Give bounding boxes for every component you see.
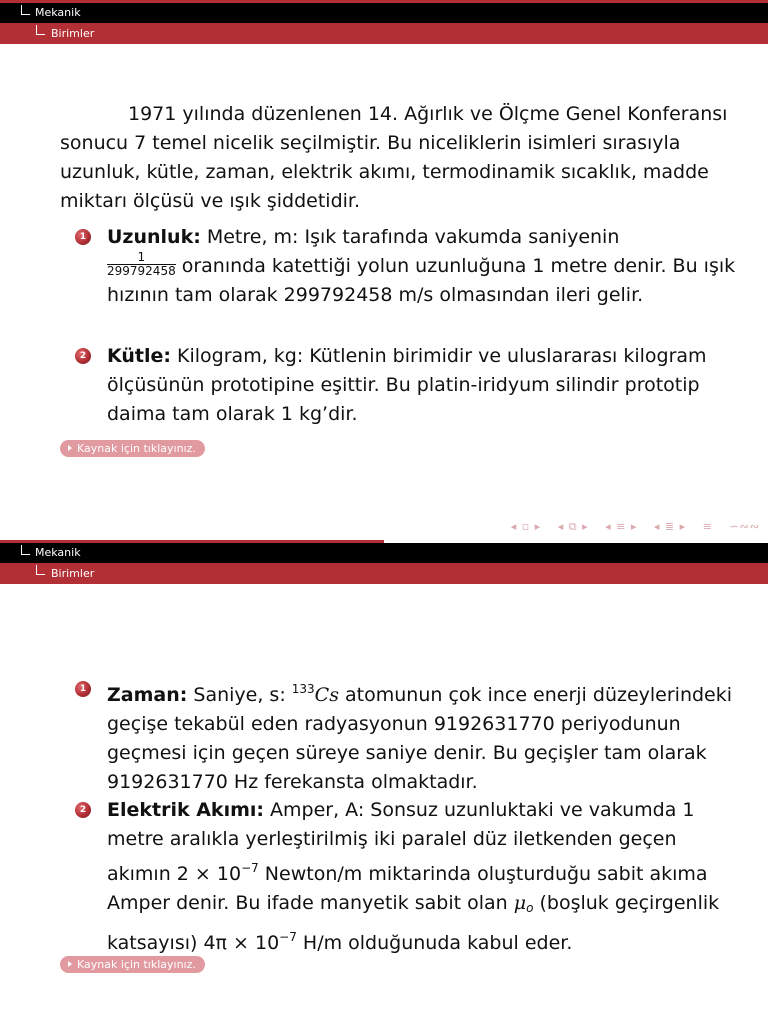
exponent: −7	[241, 861, 259, 875]
tree-branch-icon	[21, 5, 30, 15]
item-text: (boşluk geçirgenlik katsayısı) 4π × 10	[107, 892, 720, 954]
tree-branch-icon	[36, 25, 45, 35]
list-item-length	[79, 223, 737, 310]
item-text: Metre, m: Işık tarafında vakumda saniyenin	[200, 226, 620, 248]
item-text: Saniye, s:	[187, 684, 292, 706]
subsection-title: Birimler	[51, 27, 95, 40]
exponent: −7	[279, 930, 297, 944]
fraction-denominator: 299792458	[107, 264, 176, 278]
source-link-label: Kaynak için tıklayınız.	[77, 958, 196, 971]
nav-subsection-button[interactable]: ◂ ⧉ ▸	[557, 520, 589, 533]
fraction-numerator: 1	[107, 251, 176, 265]
source-link-button[interactable]	[60, 956, 205, 973]
item-number-badge: 1	[75, 681, 91, 697]
section-header[interactable]	[0, 543, 768, 563]
item-text: Newton/m miktarinda oluşturduğu sabit akıma Amper denir. Bu ifade manyetik sabit olan	[107, 863, 708, 914]
slide-2	[0, 543, 768, 1024]
list-item-current	[79, 796, 737, 958]
subsection-title: Birimler	[51, 567, 95, 580]
item-text: H/m olduğunuda kabul eder.	[296, 932, 573, 954]
item-text: atomunun çok ince enerji düzeylerindeki geçişe tekabül eden radyasyonun 9192631770 periyodunun geçmesi için geçen süreye saniye denir. Bu geçişler tam olarak 9192631770 Hz ferekansta olmaktadır.	[107, 684, 733, 793]
tree-branch-icon	[36, 565, 45, 575]
term-label: Kütle:	[107, 345, 171, 367]
term-label: Elektrik Akımı:	[107, 799, 264, 821]
cesium-symbol: Cs	[314, 684, 339, 706]
nav-align-icon[interactable]: ≡	[702, 520, 713, 533]
beamer-navigation	[499, 520, 760, 534]
nav-frame-button[interactable]: ◂ ▫ ▸	[510, 520, 542, 533]
item-number-badge: 1	[75, 229, 91, 245]
section-title: Mekanik	[35, 6, 81, 19]
list-item-mass	[79, 342, 737, 429]
subsection-header[interactable]	[0, 563, 768, 584]
item-number-badge: 2	[75, 348, 91, 364]
play-triangle-icon	[68, 445, 72, 451]
item-text: Amper, A: Sonsuz uzunluktaki ve vakumda 1 metre aralıkla yerleştirilmiş iki paralel düz iletkenden geçen akımın 2 × 10	[107, 799, 695, 885]
nav-section-button[interactable]: ◂ ≡ ▸	[605, 520, 638, 533]
nav-subsubsection-button[interactable]: ◂ ≣ ▸	[653, 520, 687, 533]
item-number-badge: 2	[75, 802, 91, 818]
item-text: oranında katettiği yolun uzunluğuna 1 metre denir. Bu ışık hızının tam olarak 299792458 m/s olmasından ileri gelir.	[107, 255, 736, 306]
term-label: Uzunluk:	[107, 226, 201, 248]
tree-branch-icon	[21, 545, 30, 555]
list-item-time	[79, 675, 737, 797]
term-label: Zaman:	[107, 684, 188, 706]
intro-paragraph: 1971 yılında düzenlenen 14. Ağırlık ve Ölçme Genel Konferansı sonucu 7 temel nicelik seçilmiştir. Bu niceliklerin isimleri sırasıyla uzunluk, kütle, zaman, elektrik akımı, termodinamik sıcaklık, madde miktarı ölçüsü ve ışık şiddetidir.	[60, 103, 728, 212]
nav-search-icon[interactable]: ∽∾∾	[729, 520, 760, 533]
source-link-button[interactable]	[60, 440, 205, 457]
source-link-label: Kaynak için tıklayınız.	[77, 442, 196, 455]
fraction	[107, 251, 176, 278]
isotope-superscript: 133	[291, 682, 315, 696]
play-triangle-icon	[68, 961, 72, 967]
section-title: Mekanik	[35, 546, 81, 559]
mu-symbol: μ	[513, 892, 527, 914]
item-text: Kilogram, kg: Kütlenin birimidir ve uluslararası kilogram ölçüsünün prototipine eşittir. Bu platin-iridyum silindir prototip daima tam olarak 1 kg’dir.	[107, 345, 707, 425]
subsection-header[interactable]	[0, 23, 768, 44]
section-header[interactable]	[0, 3, 768, 23]
mu-subscript: o	[526, 901, 534, 915]
